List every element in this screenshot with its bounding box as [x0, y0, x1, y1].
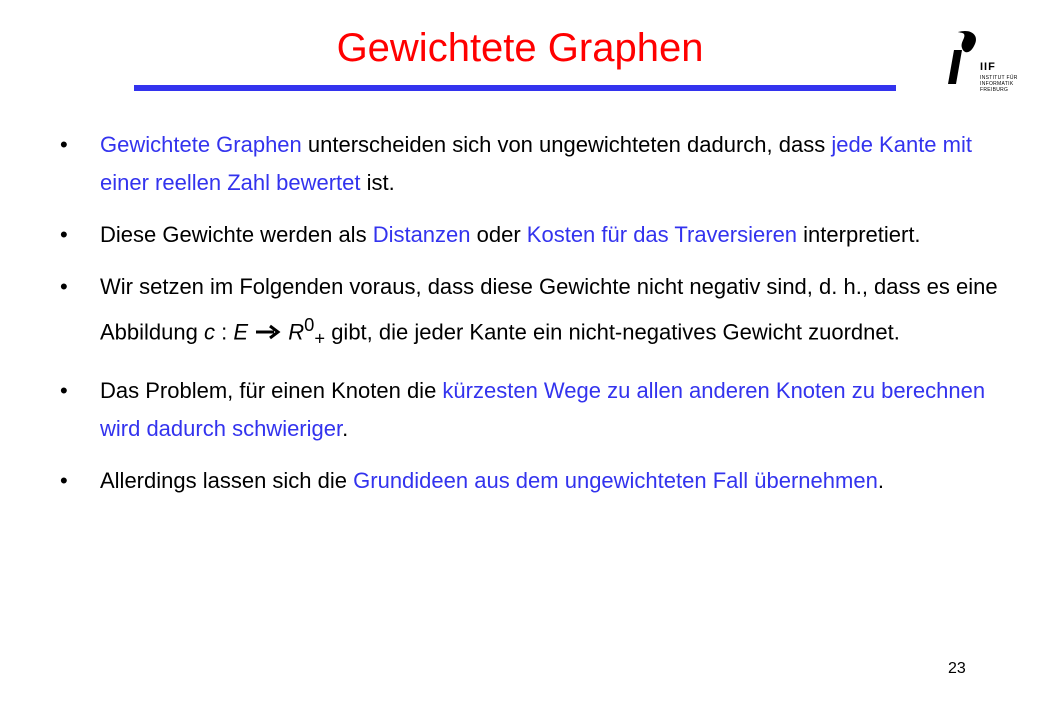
highlight-text: Gewichtete Graphen — [100, 132, 302, 157]
math-R: R — [288, 319, 305, 345]
bullet-dot: • — [60, 467, 68, 493]
body-text: . — [877, 467, 884, 493]
highlight-text: Distanzen — [372, 222, 471, 247]
bullet-list — [60, 126, 1000, 514]
slide-title: Gewichtete Graphen — [336, 26, 704, 70]
math-c: c — [203, 319, 215, 345]
logo-line-1: INSTITUT FÜR — [980, 75, 1018, 81]
body-text: Diese Gewichte werden als — [100, 222, 373, 247]
body-text: Wir setzen im Folgenden voraus, dass diese Gewichte nicht negativ sind, d. h., dass es eine Abbildung — [100, 274, 998, 345]
body-text: oder — [470, 222, 527, 247]
iif-logo — [944, 28, 1016, 92]
math-E: E — [233, 319, 249, 345]
logo-line-2: INFORMATIK — [980, 81, 1014, 87]
bullet-dot: • — [60, 132, 68, 157]
highlight-text: Kosten für das Traversieren — [526, 222, 798, 247]
highlight-text: Grundideen aus dem ungewichteten Fall übernehmen — [353, 467, 878, 493]
logo-mark-icon — [944, 28, 980, 86]
bullet-dot: • — [60, 274, 68, 299]
body-text: interpretiert. — [797, 222, 921, 247]
math-superscript: 0 — [304, 314, 315, 335]
logo-abbreviation: IIF — [980, 61, 996, 73]
bullet-item — [60, 216, 1000, 254]
body-text: ist. — [360, 170, 395, 195]
highlight-text: jede Kante mit einer reellen Zahl bewertet — [100, 132, 972, 195]
bullet-item — [60, 268, 1000, 358]
right-arrow-icon — [254, 324, 282, 340]
page-number: 23 — [948, 660, 966, 677]
highlight-text: kürzesten Wege zu allen anderen Knoten zu berechnen wird dadurch schwieriger — [100, 377, 986, 441]
body-text: unterscheiden sich von ungewichteten dadurch, dass — [301, 132, 832, 157]
bullet-dot: • — [60, 377, 68, 403]
bullet-dot: • — [60, 222, 68, 247]
body-text: gibt, die jeder Kante ein nicht-negatives Gewicht zuordnet. — [325, 319, 900, 345]
math-colon: : — [214, 319, 234, 345]
body-text: Das Problem, für einen Knoten die — [100, 377, 443, 403]
body-text: Allerdings lassen sich die — [100, 467, 354, 493]
bullet-item — [60, 372, 1000, 448]
title-underline — [134, 85, 896, 91]
math-subscript: + — [314, 327, 326, 349]
bullet-item — [60, 126, 1000, 202]
bullet-item — [60, 462, 1000, 500]
body-text: . — [342, 415, 349, 441]
logo-line-3: FREIBURG — [980, 87, 1009, 93]
